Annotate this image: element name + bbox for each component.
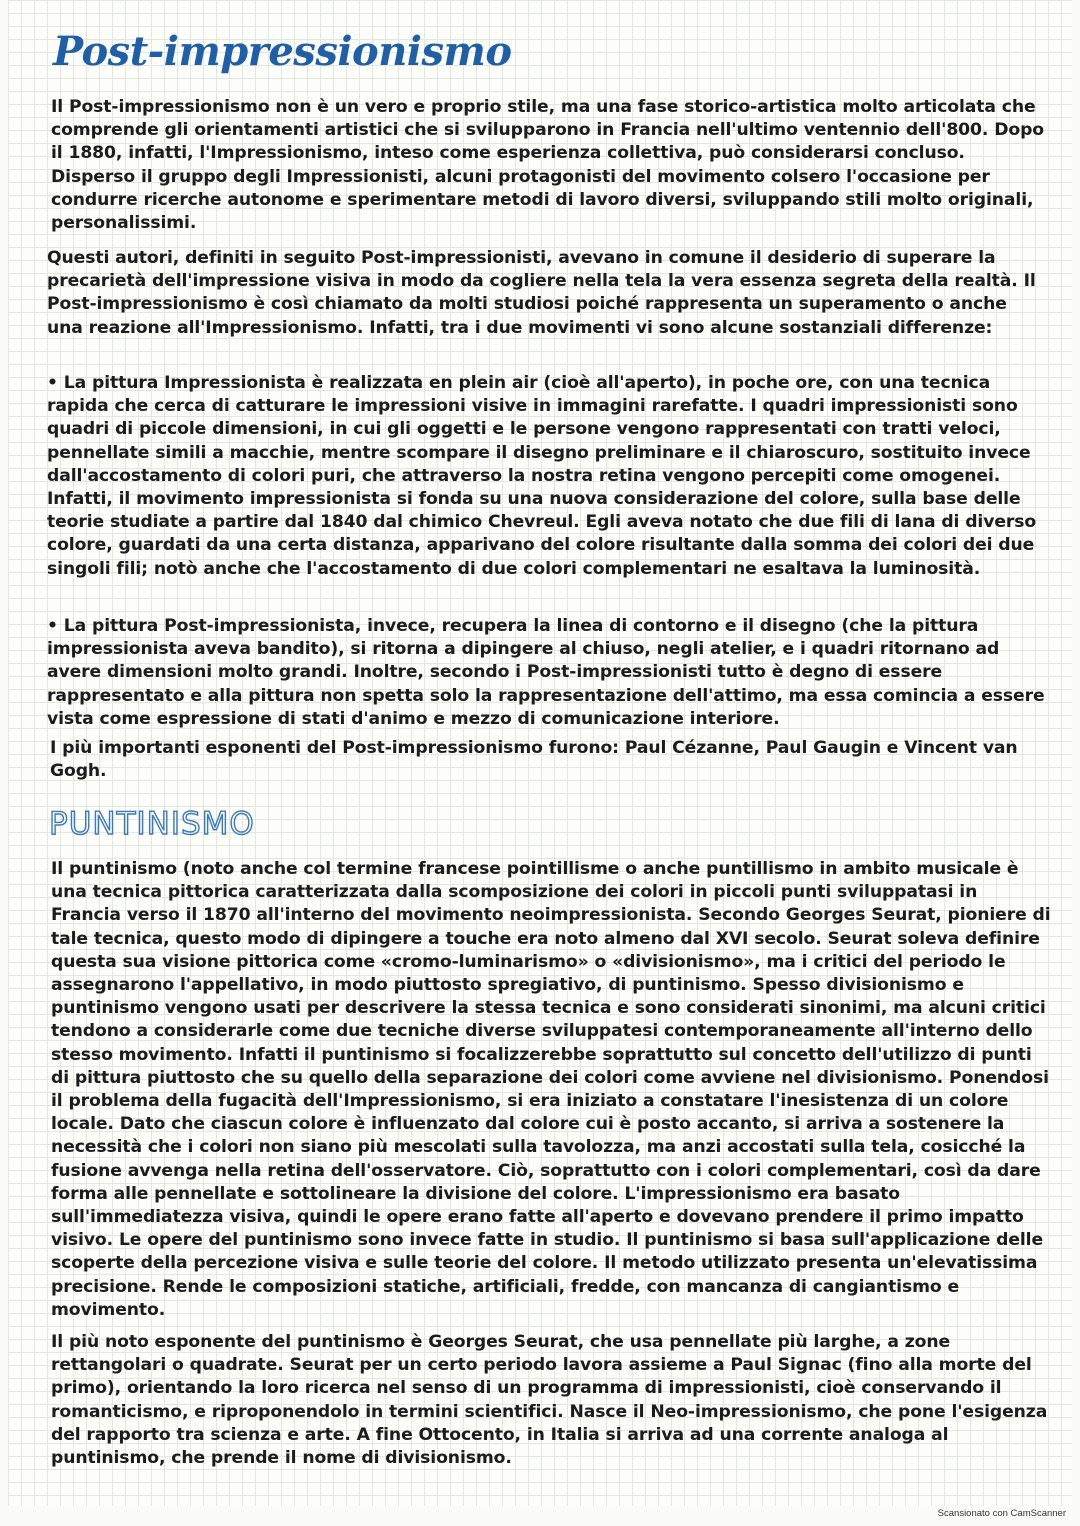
exponents-paragraph: I più importanti esponenti del Post-impressionismo furono: Paul Cézanne, Paul Gaugin e Vincent van Gogh.: [50, 738, 1018, 782]
scanner-watermark: Scansionato con CamScanner: [937, 1508, 1066, 1519]
pointillism-paragraph: Il puntinismo (noto anche col termine francese pointillisme o anche puntillismo in ambito musicale è una tecnica pittorica caratterizzata dalla scomposizione dei colori in piccoli punti sviluppatasi in Francia verso il 1870 all'interno del movimento neoimpressionista. Secondo Georges Seurat, pioniere di tale tecnica, questo modo di dipingere a touche era noto almeno dal XVI secolo. Seurat soleva definire questa sua visione pittorica come «cromo-luminarismo» o «divisionismo», ma i critici del periodo le assegnarono l'appellativo, in modo piuttosto spregiativo, di puntinismo. Spesso divisionismo e puntinismo vengono usati per descrivere la stessa tecnica e sono considerati sinonimi, ma alcuni critici tendono a considerarle come due tecniche diverse sviluppatesi contemporaneamente all'interno dello stesso movimento. Infatti il puntinismo si focalizzerebbe soprattutto sul concetto dell'utilizzo di punti di pittura piuttosto che su quello della separazione dei colori come avviene nel divisionismo. Ponendosi il problema della fugacità dell'Impressionismo, si era iniziato a constatare l'inesistenza di un colore locale. Dato che ciascun colore è influenzato dal colore cui è posto accanto, si arriva a sostenere la necessità che i colori non siano più mescolati sulla tavolozza, ma anzi accostati sulla tela, cosicché la fusione avvenga nella retina dell'osservatore. Ciò, soprattutto con i colori complementari, così da dare forma alle pennellate e sottolineare la divisione del colore. L'impressionismo era basato sull'immediatezza visiva, quindi le opere erano fatte all'aperto e dovevano prendere il primo impatto visivo. Le opere del puntinismo sono invece fatte in studio. Il puntinismo si basa sull'applicazione delle scoperte della percezione visiva e sulle teorie del colore. Il metodo utilizzato presenta un'elevatissima precisione. Rende le composizioni statiche, artificiali, fredde, con mancanza di cangiantismo e movimento.: [51, 859, 1051, 1320]
differences-paragraph: Questi autori, definiti in seguito Post-impressionisti, avevano in comune il desiderio di superare la precarietà dell'impressione visiva in modo da cogliere nella tela la vera essenza segreta della realtà. Il Post-impressionismo è così chiamato da molti studiosi poiché rappresenta un superamento o anche una reazione all'Impressionismo. Infatti, tra i due movimenti vi sono alcune sostanziali differenze:: [47, 248, 1036, 338]
intro-paragraph: Il Post-impressionismo non è un vero e proprio stile, ma una fase storico-artistica molto articolata che comprende gli orientamenti artistici che si svilupparono in Francia nell'ultimo ventennio dell'800. Dopo il 1880, infatti, l'Impressionismo, inteso come esperienza collettiva, può considerarsi concluso. Disperso il gruppo degli Impressionisti, alcuni protagonisti del movimento colsero l'occasione per condurre ricerche autonome e sperimentare metodi di lavoro diversi, sviluppando stili molto originali, personalissimi.: [51, 97, 1044, 234]
post-impressionist-bullet: • La pittura Post-impressionista, invece, recupera la linea di contorno e il disegno (che la pittura impressionista aveva bandito), si ritorna a dipingere al chiuso, negli atelier, e i quadri ritornano ad avere dimensioni molto grandi. Inoltre, secondo i Post-impressionisti tutto è degno di essere rappresentato e alla pittura non spetta solo la rappresentazione dell'attimo, ma essa comincia a essere vista come espressione di stati d'animo e mezzo di comunicazione interiore.: [47, 616, 1045, 729]
section-heading: PUNTINISMO: [49, 806, 255, 842]
impressionist-bullet: • La pittura Impressionista è realizzata en plein air (cioè all'aperto), in poche ore, con una tecnica rapida che cerca di catturare le impressioni visive in immagini rarefatte. I quadri impressionisti sono quadri di piccole dimensioni, in cui gli oggetti e le persone vengono rappresentati con tratti veloci, pennellate simili a macchie, mentre scompare il disegno preliminare e il chiaroscuro, sostituito invece dall'accostamento di colori puri, che attraverso la nostra retina vengono percepiti come omogenei. Infatti, il movimento impressionista si fonda su una nuova considerazione del colore, sulla base delle teorie studiate a partire dal 1840 dal chimico Chevreul. Egli aveva notato che due fili di lana di diverso colore, guardati da una certa distanza, apparivano del colore risultante dalla somma dei colori dei due singoli fili; notò anche che l'accostamento di due colori complementari ne esaltava la luminosità.: [47, 373, 1037, 579]
seurat-paragraph: Il più noto esponente del puntinismo è Georges Seurat, che usa pennellate più larghe, a zone rettangolari o quadrate. Seurat per un certo periodo lavora assieme a Paul Signac (fino alla morte del primo), orientando la loro ricerca nel senso di un programma di impressionisti, cioè conservando il romanticismo, e riproponendolo in termini scientifici. Nasce il Neo-impressionismo, che pone l'esigenza del rapporto tra scienza e arte. A fine Ottocento, in Italia si arriva ad una corrente analoga al puntinismo, che prende il nome di divisionismo.: [51, 1332, 1048, 1469]
page-title: Post-impressionismo: [53, 28, 512, 75]
